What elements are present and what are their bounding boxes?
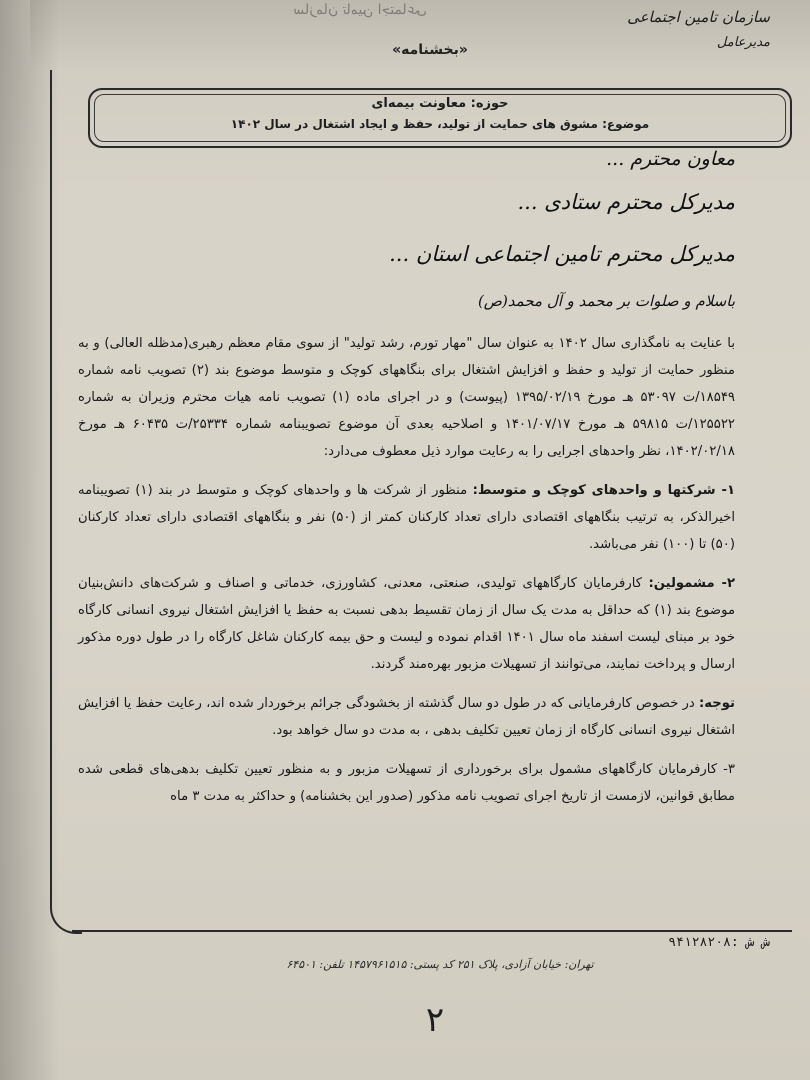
org-name: سازمان تامین اجتماعی [627, 8, 770, 26]
organization-letterhead [550, 4, 770, 56]
org-role: مدیرعامل [716, 35, 770, 50]
subject-box [88, 88, 792, 148]
item-1 [78, 477, 735, 558]
department: حوزه: معاونت بیمه‌ای [371, 96, 509, 111]
note [78, 690, 735, 744]
item-1-text: منظور از شرکت ها و واحدهای کوچک و متوسط در بند (۱) تصویبنامه اخیرالذکر، به ترتیب بنگاههای اقتصادی دارای تعداد کارکنان کمتر از (۵۰) نفر و بنگاههای اقتصادی دارای تعداد کارکنان (۵۰) تا (۱۰۰) نفر می‌باشد. [78, 483, 735, 552]
item-3: ۳- کارفرمایان کارگاههای مشمول برای برخورداری از تسهیلات مزبور و به منظور تعیین تکلیف بدهی‌های قطعی شده مطابق قوانین، لازمست از تاریخ اجرای تصویب نامه مذکور (صدور این بخشنامه) و حداکثر به مدت ۳ ماه [78, 762, 735, 804]
item-1-title: ۱- شرکتها و واحدهای کوچک و متوسط: [472, 483, 735, 498]
footer-address: تهران: خیابان آزادی، پلاک ۲۵۱ کد پستی: ۱۴۵۷۹۶۱۵۱۵ تلفن: ۶۴۵۰۱ [286, 958, 594, 971]
item-2-text: کارفرمایان کارگاههای تولیدی، صنعتی، معدنی، کشاورزی، خدماتی و اصناف و شرکت‌های دانش‌بنیان موضوع بند (۱) که حداقل به مدت یک سال از زمان تقسیط بدهی نسبت به حفظ یا افزایش اشتغال نیروی انسانی کارگاه خود بر مبنای لیست اسفند ماه سال ۱۴۰۱ اقدام نموده و لیست و حق بیمه کارکنان شاغل کارگاه را در طول دوره مذکور ارسال و پرداخت نمایند، می‌توانند از تسهیلات مزبور بهره‌مند گردند. [78, 576, 736, 672]
frame-bottom-line [72, 930, 792, 932]
letter-body [78, 330, 735, 822]
salutation-province-director: مدیرکل محترم تامین اجتماعی استان ... [389, 242, 735, 266]
item-2-title: ۲- مشمولین: [648, 576, 735, 591]
serial-number: ش ش :۹۴۱۲۸۲۰۸ [668, 935, 770, 950]
page-number: ۲ [425, 1000, 445, 1040]
intro-paragraph: با عنایت به نامگذاری سال ۱۴۰۲ به عنوان سال "مهار تورم، رشد تولید" از سوی مقام معظم رهبری(مدظله العالی) و به منظور حمایت از تولید و حفظ و افزایش اشتغال برای بنگاههای کوچک و متوسط موضوع بند (۲) تصویب نامه شماره ۱۸۵۴۹/ت ۵۳۰۹۷ هـ مورخ ۱۳۹۵/۰۲/۱۹ (پیوست) و در اجرای ماده (۱) تصویب نامه هیات محترم وزیران به شماره ۱۲۵۵۲۲/ت ۵۹۸۱۵ هـ مورخ ۱۴۰۱/۰۷/۱۷ و اصلاحیه بعدی آن موضوع تصویبنامه شماره ۲۵۳۳۴/ت ۶۰۴۳۵ هـ مورخ ۱۴۰۲/۰۲/۱۸، نظر واحدهای اجرایی را به رعایت موارد ذیل معطوف می‌دارد: [78, 336, 735, 459]
subject-line: موضوع: مشوق های حمایت از تولید، حفظ و ایجاد اشتغال در سال ۱۴۰۲ [230, 117, 650, 131]
salutation-staff-director: مدیرکل محترم ستادی ... [517, 190, 735, 214]
salutation-deputy: معاون محترم ... [606, 148, 735, 170]
note-title: توجه: [699, 696, 735, 711]
bleed-through-text: سازمان تامین اجتماعی [293, 2, 427, 18]
item-2 [78, 570, 735, 678]
note-text: در خصوص کارفرمایانی که در طول دو سال گذشته از بخشودگی جرائم برخوردار شده اند، رعایت حفظ یا افزایش اشتغال نیروی انسانی کارگاه از زمان تعیین تکلیف بدهی ، به مدت دو سال خواهد بود. [78, 696, 735, 738]
document-type: «بخشنامه» [392, 42, 468, 58]
greeting: باسلام و صلوات بر محمد و آل محمد(ص) [477, 292, 735, 310]
